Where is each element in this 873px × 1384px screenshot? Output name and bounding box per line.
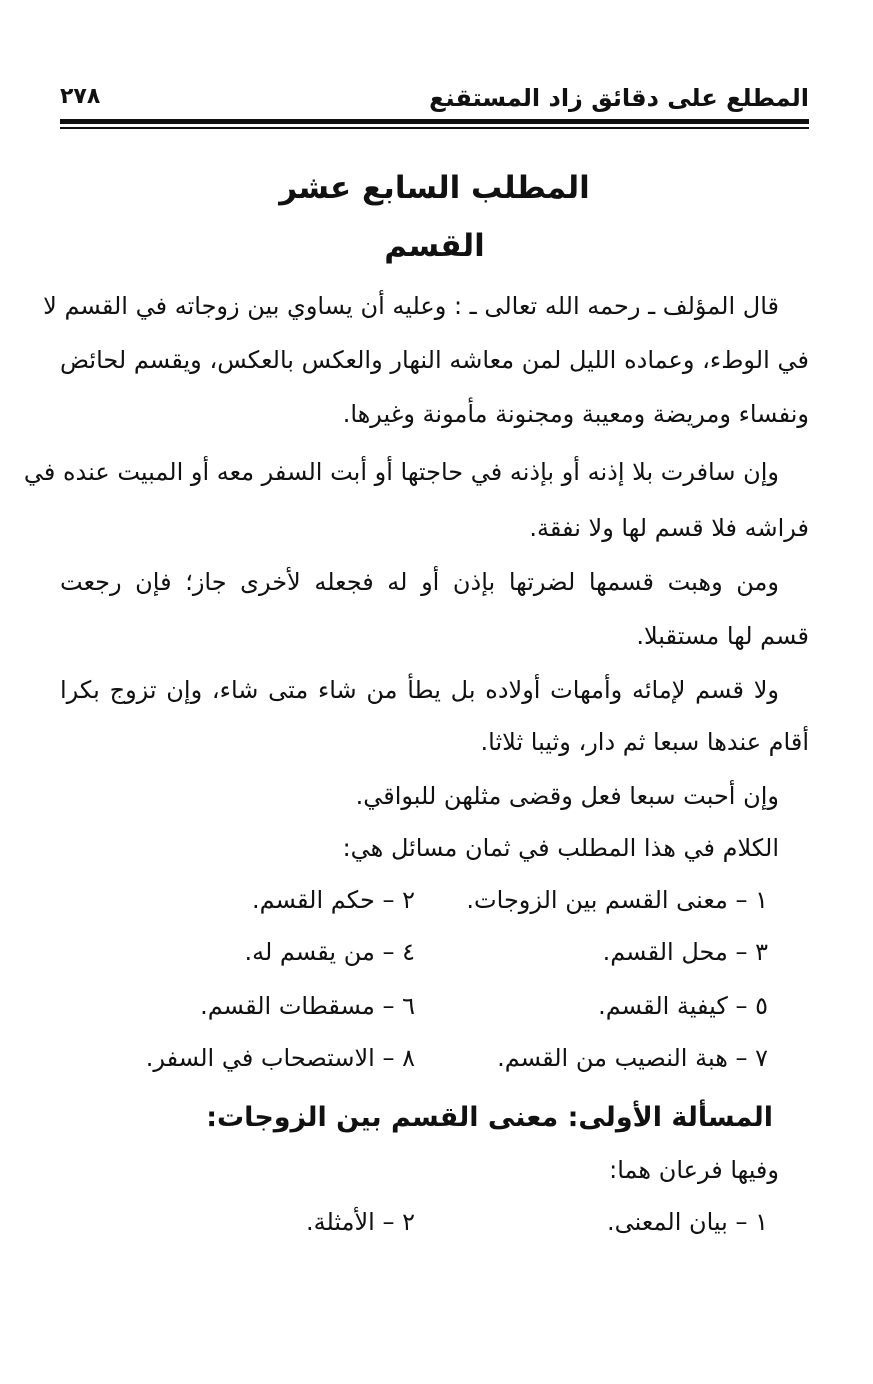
header-rule-thin bbox=[60, 127, 809, 129]
issue-item: ٦ – مسقطات القسم. bbox=[200, 992, 415, 1020]
section-heading: المطلب السابع عشر bbox=[279, 170, 590, 206]
paragraph-line: ولا قسم لإمائه وأمهات أولاده بل يطأ من شاء متى شاء، وإن تزوج بكرا bbox=[60, 676, 779, 704]
paragraph-line: ومن وهبت قسمها لضرتها بإذن أو له فجعله لأخرى جاز؛ فإن رجعت bbox=[60, 568, 779, 596]
issue-item: ٥ – كيفية القسم. bbox=[598, 992, 768, 1020]
book-title: المطلع على دقائق زاد المستقنع bbox=[429, 84, 809, 112]
issue-item: ١ – معنى القسم بين الزوجات. bbox=[466, 886, 768, 914]
header-rule-thick bbox=[60, 119, 809, 124]
paragraph-line: ونفساء ومريضة ومعيبة ومجنونة مأمونة وغيرها. bbox=[342, 400, 809, 428]
issue-item: ٣ – محل القسم. bbox=[602, 938, 768, 966]
branch-item: ١ – بيان المعنى. bbox=[607, 1208, 768, 1236]
branch-item: ٢ – الأمثلة. bbox=[305, 1208, 415, 1236]
issue-one-heading: المسألة الأولى: معنى القسم بين الزوجات: bbox=[206, 1102, 773, 1133]
running-header bbox=[60, 84, 809, 114]
section-subheading: القسم bbox=[384, 228, 485, 264]
issue-item: ٢ – حكم القسم. bbox=[252, 886, 415, 914]
paragraph-line: فراشه فلا قسم لها ولا نفقة. bbox=[529, 514, 809, 542]
page-number: ٢٧٨ bbox=[60, 84, 101, 109]
paragraph-line: قال المؤلف ـ رحمه الله تعالى ـ : وعليه أن يساوي بين زوجاته في القسم لا bbox=[43, 292, 779, 320]
issue-item: ٧ – هبة النصيب من القسم. bbox=[497, 1044, 768, 1072]
issue-item: ٨ – الاستصحاب في السفر. bbox=[145, 1044, 415, 1072]
branches-intro: وفيها فرعان هما: bbox=[609, 1156, 779, 1184]
issue-item: ٤ – من يقسم له. bbox=[244, 938, 415, 966]
paragraph-line: وإن أحبت سبعا فعل وقضى مثلهن للبواقي. bbox=[355, 782, 779, 810]
paragraph-line: قسم لها مستقبلا. bbox=[636, 622, 809, 650]
paragraph-line: الكلام في هذا المطلب في ثمان مسائل هي: bbox=[342, 834, 779, 862]
paragraph-line: أقام عندها سبعا ثم دار، وثيبا ثلاثا. bbox=[480, 728, 809, 756]
paragraph-line: وإن سافرت بلا إذنه أو بإذنه في حاجتها أو أبت السفر معه أو المبيت عنده في bbox=[23, 458, 779, 486]
paragraph-line: في الوطء، وعماده الليل لمن معاشه النهار والعكس بالعكس، ويقسم لحائض bbox=[60, 346, 809, 374]
